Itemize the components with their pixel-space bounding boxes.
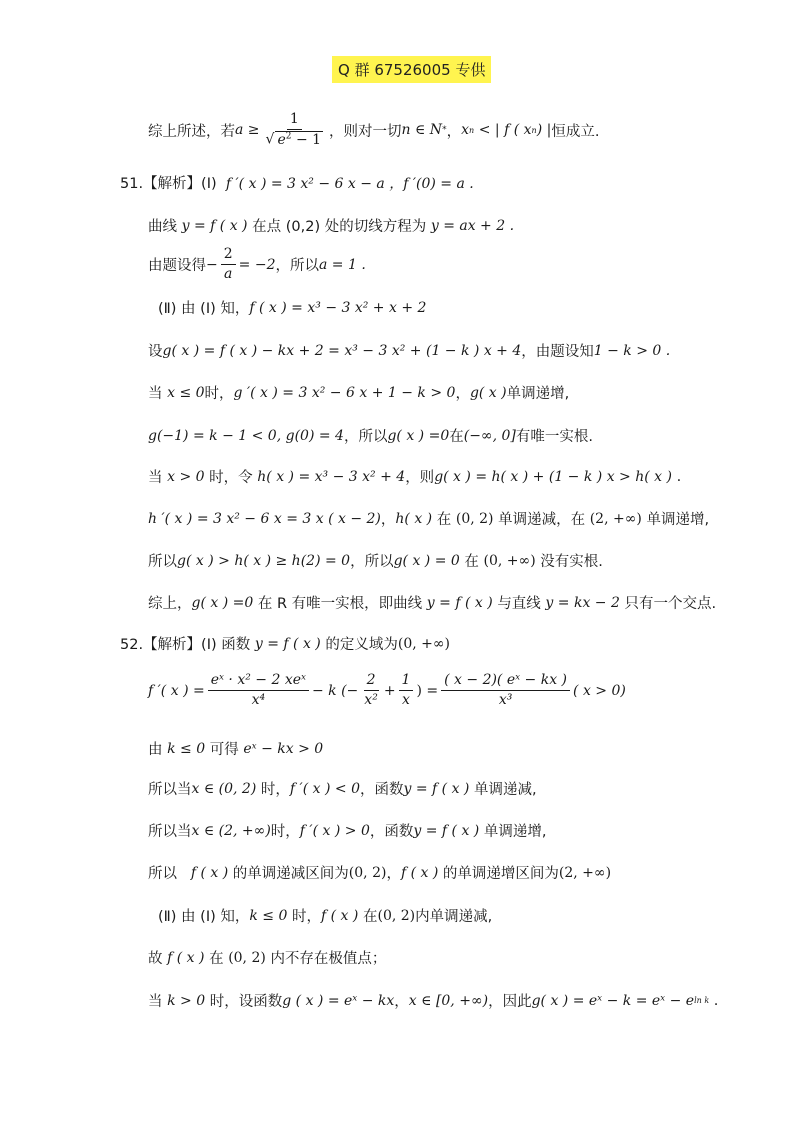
fraction-denominator: x³ — [498, 692, 513, 709]
text-line — [148, 592, 716, 613]
subscript: n — [531, 125, 537, 135]
text-line — [148, 508, 709, 529]
fraction-denominator: x — [402, 692, 410, 709]
math: y = f ( x ) — [403, 780, 470, 797]
math: 1 − k > 0 . — [593, 342, 671, 359]
text: 当 — [148, 386, 163, 402]
math: f ( x ) — [167, 949, 205, 966]
math: h( x ) — [395, 510, 433, 527]
math: f ′( x ) < 0 — [289, 780, 360, 797]
math: h ′( x ) = 3 x² − 6 x = 3 x ( x − 2) — [148, 510, 381, 527]
math: g( x ) = eˣ − k = eˣ − e — [531, 992, 695, 1009]
math: ( x > 0) — [573, 682, 626, 699]
math: g( x ) =0 — [387, 427, 450, 444]
text: 当 — [148, 994, 163, 1010]
radicand: e — [277, 132, 286, 149]
text: 单调递减，在 — [498, 512, 586, 528]
fraction — [361, 673, 381, 709]
fraction-numerator: ( x − 2)( eˣ − kx ) — [441, 673, 570, 691]
text: 在 — [362, 909, 378, 925]
text: 时， — [292, 909, 322, 925]
problem-51-header — [120, 172, 474, 193]
text: 可得 — [209, 742, 239, 758]
text: 由 — [148, 742, 163, 758]
radicand-rest: − 1 — [295, 132, 322, 149]
text: ， — [446, 123, 462, 140]
fraction-numerator: eˣ · x² − 2 xeˣ — [208, 673, 309, 691]
math: (0, 2) — [228, 949, 266, 966]
text-line — [148, 738, 323, 759]
text-line — [148, 820, 547, 841]
math: k > 0 — [167, 992, 206, 1009]
text-line — [148, 382, 569, 403]
math: x ∈ (2, +∞) — [191, 822, 271, 839]
text-line — [148, 947, 386, 968]
fraction-denominator: x⁴ — [251, 692, 266, 709]
math: eˣ − kx > 0 — [243, 740, 324, 757]
text: 内单调递减, — [415, 909, 493, 925]
text: ，因此 — [488, 994, 532, 1010]
math: y = kx − 2 — [545, 594, 620, 611]
text-line — [158, 297, 426, 318]
text: 所以 — [148, 866, 177, 882]
problem-label: 52.【解析】(Ⅰ) 函数 — [120, 637, 251, 653]
math: k ≤ 0 — [167, 740, 206, 757]
text: 单调递增, — [646, 512, 710, 528]
text: ，所以 — [275, 258, 319, 275]
fraction-numerator: 1 — [287, 112, 302, 130]
text-line — [148, 550, 603, 571]
text: 综上所述，若 — [148, 123, 235, 140]
math: g( x ) — [469, 384, 507, 401]
text: ，由题设知 — [521, 344, 594, 360]
math: y = ax + 2 . — [430, 217, 515, 234]
math: (2, +∞) — [589, 510, 642, 527]
text-line — [158, 905, 492, 926]
math: g( x ) > h( x ) ≥ h(2) = 0 — [177, 552, 351, 569]
text-line — [148, 778, 537, 799]
text: ，函数 — [369, 824, 414, 840]
math: g(−1) = k − 1 < 0, g(0) = 4 — [148, 427, 344, 444]
group-watermark-highlight: Q 群 67526005 专供 — [332, 56, 491, 83]
fraction-denominator: √ $e^2 - 1$ — [265, 131, 322, 149]
text: (Ⅱ) 由 (Ⅰ) 知， — [158, 909, 250, 925]
math: g( x ) =0 — [191, 594, 254, 611]
text-line — [148, 862, 611, 883]
math: f ′( x ) = 3 x² − 6 x − a ，f ′(0) = a . — [225, 175, 474, 192]
math: g ′( x ) = 3 x² − 6 x + 1 − k > 0 — [233, 384, 456, 401]
fraction-denominator: a — [224, 266, 233, 283]
fraction-denominator: x² — [364, 692, 378, 709]
math: (0, 2) — [348, 864, 387, 881]
superscript: ln k — [694, 996, 710, 1005]
math: x — [461, 122, 469, 139]
math: = −2 — [238, 256, 276, 273]
math: a = 1 . — [318, 256, 366, 273]
text: . — [676, 468, 682, 485]
fraction — [441, 673, 570, 709]
problem-label: 51.【解析】(Ⅰ) — [120, 176, 217, 192]
subscript: n — [468, 125, 475, 135]
text: 故 — [148, 951, 163, 967]
text: 在点 (0,2) 处的切线方程为 — [252, 219, 427, 235]
radicand-exponent: 2 — [285, 131, 292, 142]
text: 时，令 — [209, 470, 253, 486]
math: g( x ) = h( x ) + (1 − k ) x > h( x ) — [434, 468, 672, 485]
math: (0, +∞) — [483, 552, 536, 569]
text: 单调递增, — [506, 386, 570, 402]
text-line — [148, 340, 670, 361]
text: . — [713, 992, 719, 1009]
math: x ∈ [0, +∞) — [408, 992, 489, 1009]
derivative-equation — [148, 673, 626, 709]
math: f ′( x ) = — [148, 682, 205, 699]
math: (0, 2) — [455, 510, 494, 527]
text: 的单调递减区间为 — [232, 866, 349, 882]
text: ，函数 — [360, 782, 404, 798]
problem-52-header — [120, 633, 450, 654]
text: 单调递减, — [474, 782, 537, 798]
fraction — [221, 247, 236, 283]
text: 在 — [209, 951, 224, 967]
text: 与直线 — [497, 596, 541, 612]
superscript: * — [442, 125, 447, 136]
math: n ∈ N — [401, 122, 443, 139]
math: − k (− — [311, 682, 359, 699]
text: 在 — [449, 429, 464, 445]
math: + — [383, 682, 396, 699]
text-line — [148, 247, 366, 283]
text: 的定义域为 — [325, 637, 398, 653]
text: ，所以 — [343, 429, 388, 445]
math: (2, +∞) — [558, 864, 612, 881]
text: 设 — [148, 344, 163, 360]
math: g( x ) = 0 — [393, 552, 460, 569]
text: 曲线 — [148, 219, 177, 235]
text: ， — [380, 512, 396, 528]
text: 没有实根. — [540, 554, 603, 570]
math: − — [206, 256, 218, 273]
math: < | f ( x — [478, 122, 532, 139]
text: 综上， — [148, 596, 192, 612]
text: 的单调递增区间为 — [442, 866, 559, 882]
text-line — [148, 466, 681, 487]
math: k ≤ 0 — [249, 907, 288, 924]
fraction-numerator: 1 — [399, 673, 414, 691]
text: 在 — [464, 554, 479, 570]
fraction — [399, 673, 414, 709]
text-line — [148, 990, 718, 1011]
text: 时，设函数 — [209, 994, 283, 1010]
math: x ∈ (0, 2) — [191, 780, 257, 797]
text: ，则 — [405, 470, 435, 486]
math: y = f ( x ) — [413, 822, 480, 839]
text: 单调递增, — [483, 824, 547, 840]
text: 在 R 有唯一实根，即曲线 — [257, 596, 423, 612]
math: ) | — [536, 122, 552, 139]
math: (0, +∞) — [397, 635, 451, 652]
math: f ′( x ) > 0 — [299, 822, 370, 839]
text: ， — [394, 994, 409, 1010]
math: y = f ( x ) — [181, 217, 248, 234]
math: y = f ( x ) — [254, 635, 321, 652]
text: 时， — [260, 782, 290, 798]
text: 时， — [204, 386, 234, 402]
math: g ( x ) = eˣ − kx — [282, 992, 395, 1009]
text: ，所以 — [350, 554, 394, 570]
text: 当 — [148, 470, 163, 486]
text: ， — [386, 866, 401, 882]
math: g( x ) = f ( x ) − kx + 2 = x³ − 3 x² + (1 − k ) x + 4 — [162, 342, 522, 359]
text: 内不存在极值点； — [270, 951, 387, 967]
math: x ≤ 0 — [167, 384, 205, 401]
math: y = f ( x ) — [426, 594, 493, 611]
text: ， — [455, 386, 470, 402]
text: 由题设得 — [148, 258, 206, 275]
text: ，则对一切 — [329, 123, 402, 140]
fraction — [208, 673, 309, 709]
math: f ( x ) = x³ − 3 x² + x + 2 — [249, 299, 427, 316]
text: 所以 — [148, 554, 177, 570]
math: a ≥ — [235, 122, 260, 139]
text: 只有一个交点. — [624, 596, 717, 612]
math: f ( x ) — [400, 864, 439, 881]
math: h( x ) = x³ − 3 x² + 4 — [257, 468, 406, 485]
text-line — [148, 425, 593, 446]
math: f ( x ) — [321, 907, 359, 924]
text: 有唯一实根. — [515, 429, 593, 445]
fraction-numerator: 2 — [364, 673, 379, 691]
math: x > 0 — [167, 468, 205, 485]
fraction-numerator: 2 — [221, 247, 236, 265]
text: 所以当 — [148, 782, 192, 798]
math: f ( x ) — [190, 864, 229, 881]
text: 时， — [270, 824, 300, 840]
text: 所以当 — [148, 824, 192, 840]
math: (0, 2) — [377, 907, 416, 924]
conclusion-line — [148, 112, 599, 148]
math: (−∞, 0] — [463, 427, 516, 444]
text: 恒成立. — [551, 123, 600, 140]
math: ) = — [416, 682, 439, 699]
text: 在 — [436, 512, 452, 528]
fraction — [263, 112, 327, 148]
text-line — [148, 215, 514, 236]
text: (Ⅱ) 由 (Ⅰ) 知， — [158, 301, 250, 317]
